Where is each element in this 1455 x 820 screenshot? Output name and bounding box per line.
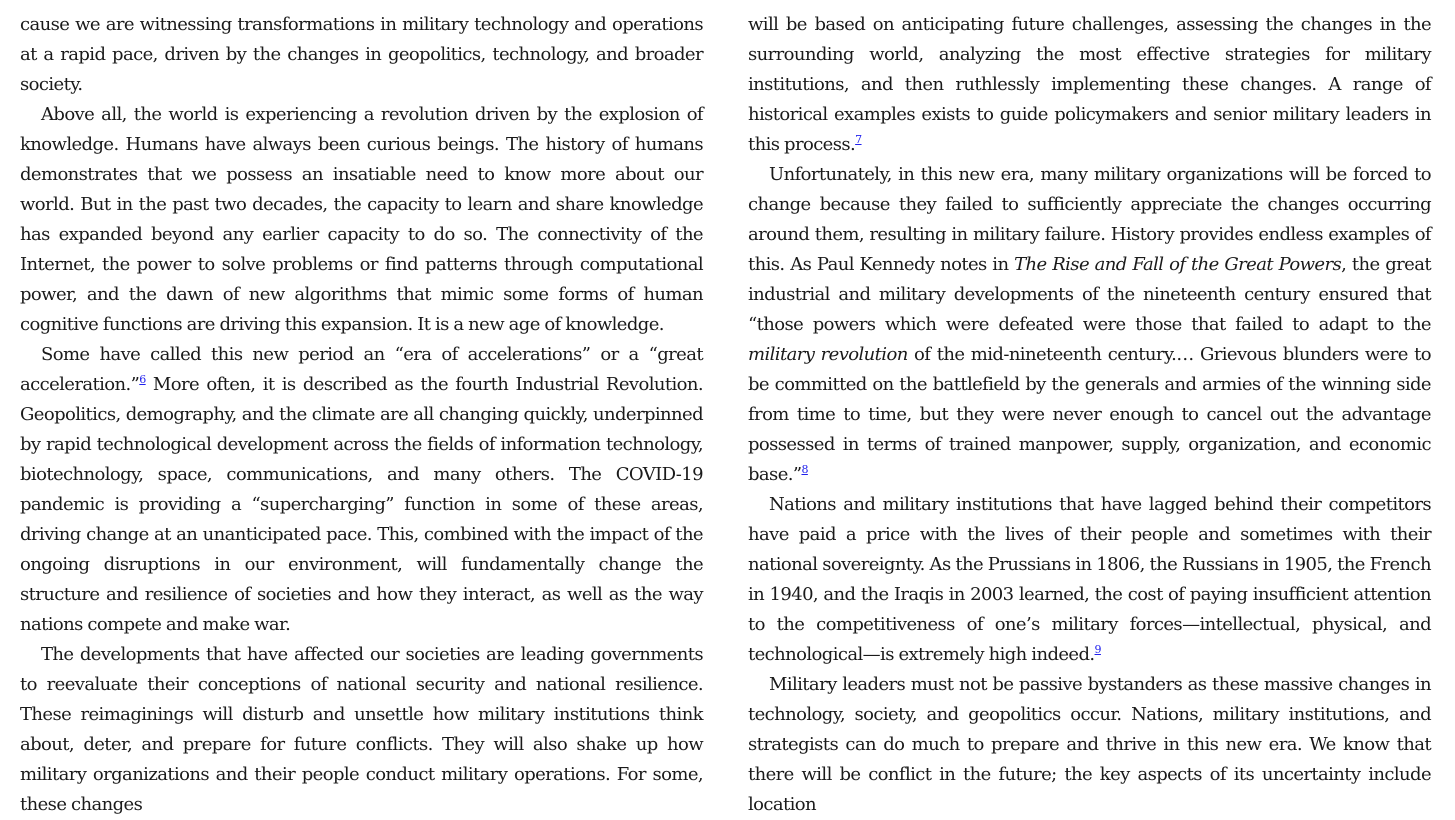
paragraph-text: Unfortunately, in this new era, many military organizations will be forced to change because they failed to sufficiently appreciate the changes occurring around them, resulting in military failure. History provides endless examples of this. As Paul Kennedy notes in	[748, 164, 1431, 275]
footnote-link[interactable]: 9	[1094, 643, 1101, 656]
left-column	[20, 10, 703, 820]
paragraph-text: Some have called this new period an “era of accelerations” or a “great acceleration.”	[20, 344, 703, 395]
paragraph-lagging-nations	[748, 490, 1431, 670]
right-column	[748, 10, 1431, 820]
paragraph-knowledge-revolution: Above all, the world is experiencing a revolution driven by the explosion of knowledge. Humans have always been curious beings. The history of humans demonstrates that we possess an insatiable need to know more about our world. But in the past two decades, the capacity to learn and share knowledge has expanded beyond any earlier capacity to do so. The connectivity of the Internet, the power to solve problems or find patterns through computational power, and the dawn of new algorithms that mimic some forms of human cognitive functions are driving this expansion. It is a new age of knowledge.	[20, 104, 703, 335]
paragraph-text: Nations and military institutions that have lagged behind their competitors have paid a price with the lives of their people and sometimes with their national sovereignty. As the Prussians in 1806, the Russians in 1905, the French in 1940, and the Iraqis in 2003 learned, the cost of paying insufficient attention to the competitiveness of one’s military forces—intellectual, physical, and technological—is extremely high indeed.	[748, 494, 1431, 665]
footnote-link[interactable]: 6	[139, 373, 146, 386]
paragraph-military-leaders: Military leaders must not be passive bystanders as these massive changes in technology, society, and geopolitics occur. Nations, military institutions, and strategists can do much to prepare and thrive in this new era. We know that there will be conflict in the future; the key aspects of its uncertainty include location	[748, 674, 1431, 815]
paragraph-continuation	[748, 10, 1431, 160]
footnote-link[interactable]: 7	[855, 133, 862, 146]
footnote-ref-7[interactable]	[855, 133, 861, 146]
paragraph-text: will be based on anticipating future challenges, assessing the changes in the surrounding world, analyzing the most effective strategies for military institutions, and then ruthlessly implementing these changes. A range of historical examples exists to guide policymakers and senior military leaders in this process.	[748, 14, 1431, 155]
footnote-ref-9[interactable]	[1095, 643, 1101, 656]
paragraph-continuation: cause we are witnessing transformations in military technology and operations at a rapid pace, driven by the changes in geopolitics, technology, and broader society.	[20, 14, 703, 95]
paragraph-great-acceleration	[20, 340, 703, 640]
paragraph-text: More often, it is described as the fourth Industrial Revolution. Geopolitics, demography, and the climate are all changing quickly, underpinned by rapid technological development across the fields of information technology, biotechnology, space, communications, and many others. The COVID-19 pandemic is providing a “supercharging” function in some of these areas, driving change at an unanticipated pace. This, combined with the impact of the ongoing disruptions in our environment, will fundamentally change the structure and resilience of societies and how they interact, as well as the way nations compete and make war.	[20, 374, 703, 635]
footnote-ref-8[interactable]	[801, 463, 807, 476]
book-title: The Rise and Fall of the Great Powers	[1014, 254, 1342, 275]
paragraph-military-failure	[748, 160, 1431, 490]
footnote-link[interactable]: 8	[801, 463, 808, 476]
italic-phrase: military revolution	[748, 344, 908, 365]
paragraph-national-security: The developments that have affected our societies are leading governments to reevaluate their conceptions of national security and national resilience. These reimaginings will disturb and unsettle how military institutions think about, deter, and prepare for future conflicts. They will also shake up how military organizations and their people conduct military operations. For some, these changes	[20, 644, 703, 815]
paragraph-text: of the mid-nineteenth century.… Grievous blunders were to be committed on the battlefield by the generals and armies of the winning side from time to time, but they were never enough to cancel out the advantage possessed in terms of trained manpower, supply, organization, and economic base.”	[748, 344, 1431, 485]
paragraph-text: , the great industrial and military developments of the nineteenth century ensured that “those powers which were defeated were those that failed to adapt to the	[748, 254, 1431, 335]
